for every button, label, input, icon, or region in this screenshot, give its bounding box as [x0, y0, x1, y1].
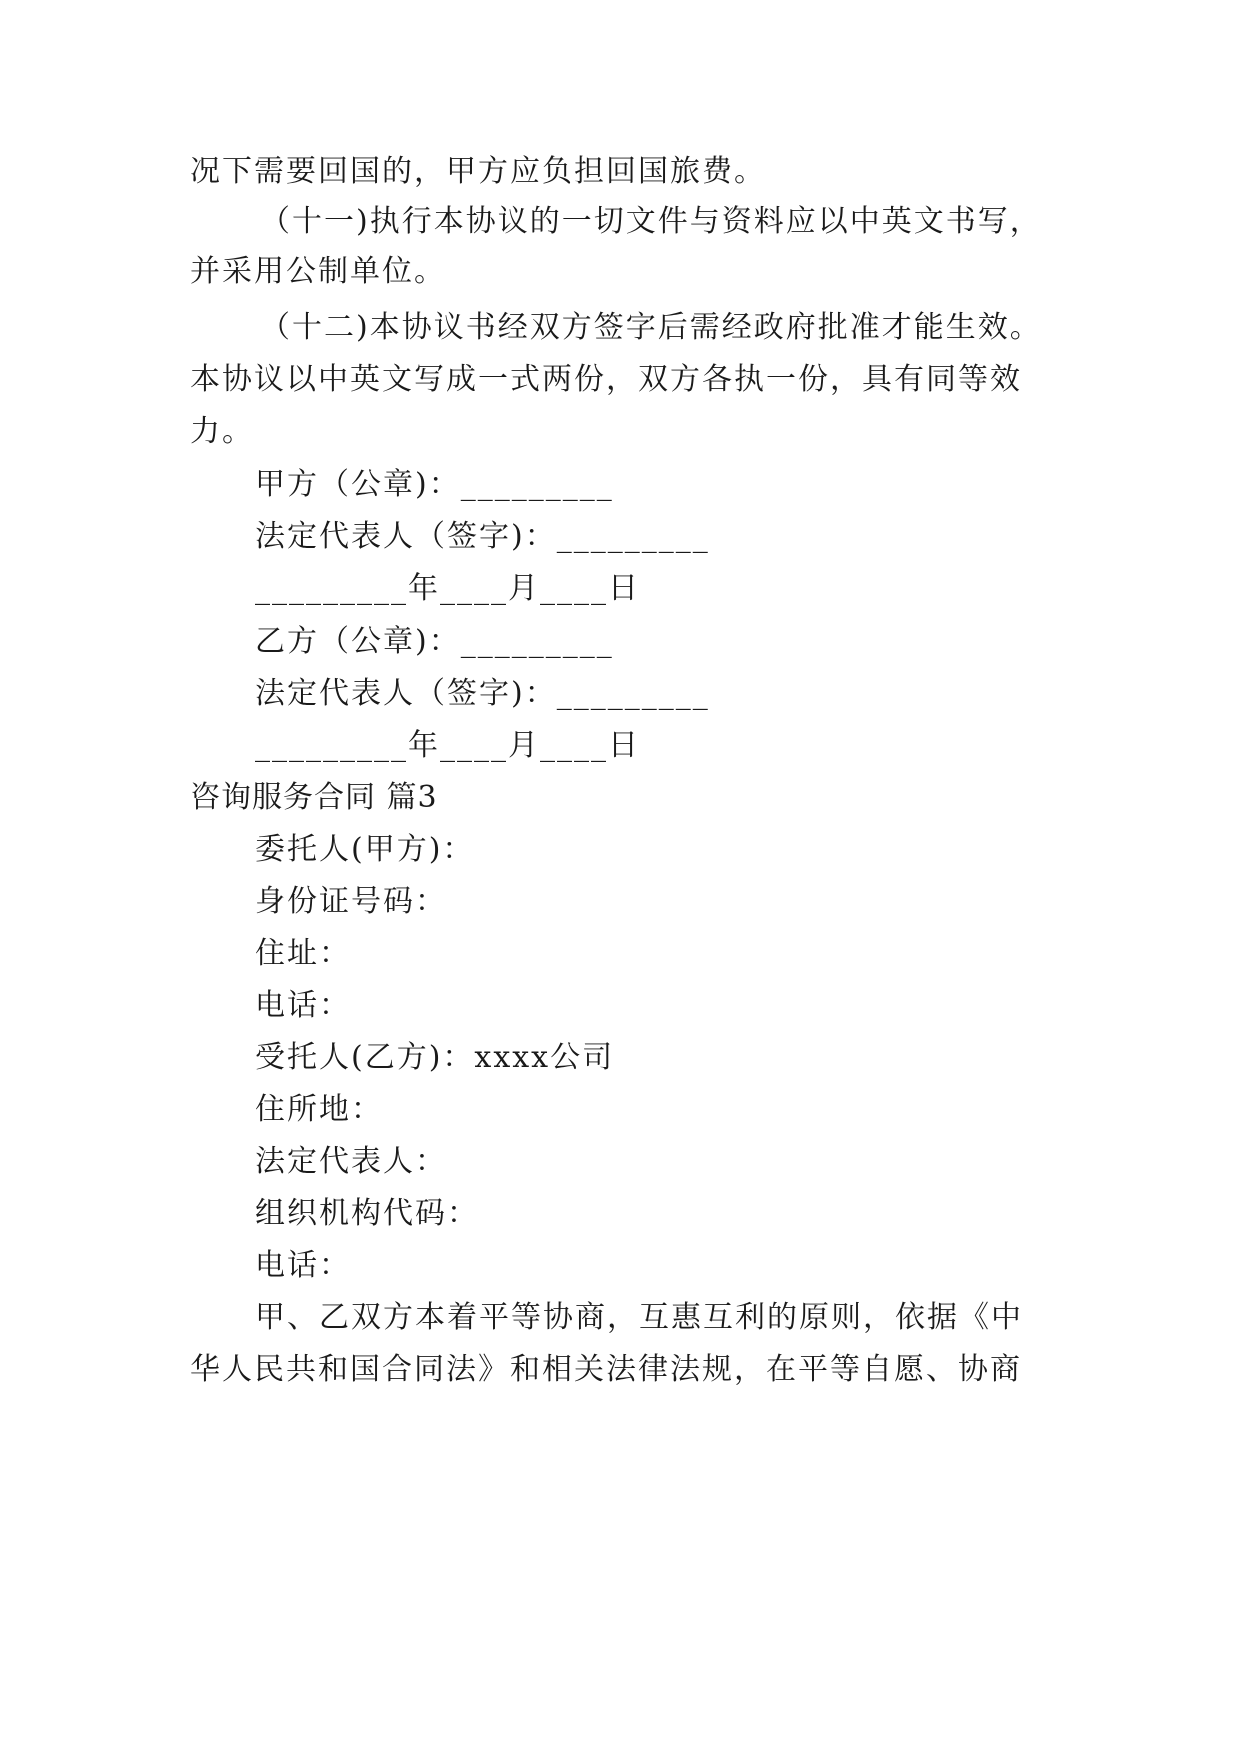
party-b-representative-line: 法定代表人（签字)：_________	[255, 676, 710, 711]
party-a-date-line: _________年____月____日	[255, 571, 640, 606]
address-label: 住址：	[255, 936, 351, 971]
organization-code-label: 组织机构代码：	[255, 1196, 479, 1231]
paragraph-line: 况下需要回国的，甲方应负担回国旅费。	[190, 154, 766, 189]
paragraph-line: 本协议以中英文写成一式两份，双方各执一份，具有同等效	[190, 362, 1022, 397]
client-party-a-label: 委托人(甲方)：	[255, 832, 475, 867]
closing-paragraph-line: 甲、乙双方本着平等协商，互惠互利的原则，依据《中	[255, 1300, 1023, 1335]
party-a-seal-line: 甲方（公章)：_________	[255, 467, 614, 502]
paragraph-line: 并采用公制单位。	[190, 254, 446, 289]
party-a-representative-line: 法定代表人（签字)：_________	[255, 519, 710, 554]
id-number-label: 身份证号码：	[255, 884, 447, 919]
trustee-party-b-label: 受托人(乙方)：xxxx公司	[255, 1040, 615, 1075]
clause-11-line: （十一)执行本协议的一切文件与资料应以中英文书写，	[260, 204, 1042, 239]
phone-label: 电话：	[255, 988, 351, 1023]
legal-representative-label: 法定代表人：	[255, 1144, 447, 1179]
paragraph-line: 力。	[190, 414, 254, 449]
clause-12-line: （十二)本协议书经双方签字后需经政府批准才能生效。	[260, 310, 1042, 345]
domicile-label: 住所地：	[255, 1092, 383, 1127]
closing-paragraph-line: 华人民共和国合同法》和相关法律法规，在平等自愿、协商	[190, 1352, 1022, 1387]
party-b-date-line: _________年____月____日	[255, 728, 640, 763]
party-b-seal-line: 乙方（公章)：_________	[255, 624, 614, 659]
section-title: 咨询服务合同 篇3	[190, 780, 438, 815]
phone-label: 电话：	[255, 1248, 351, 1283]
